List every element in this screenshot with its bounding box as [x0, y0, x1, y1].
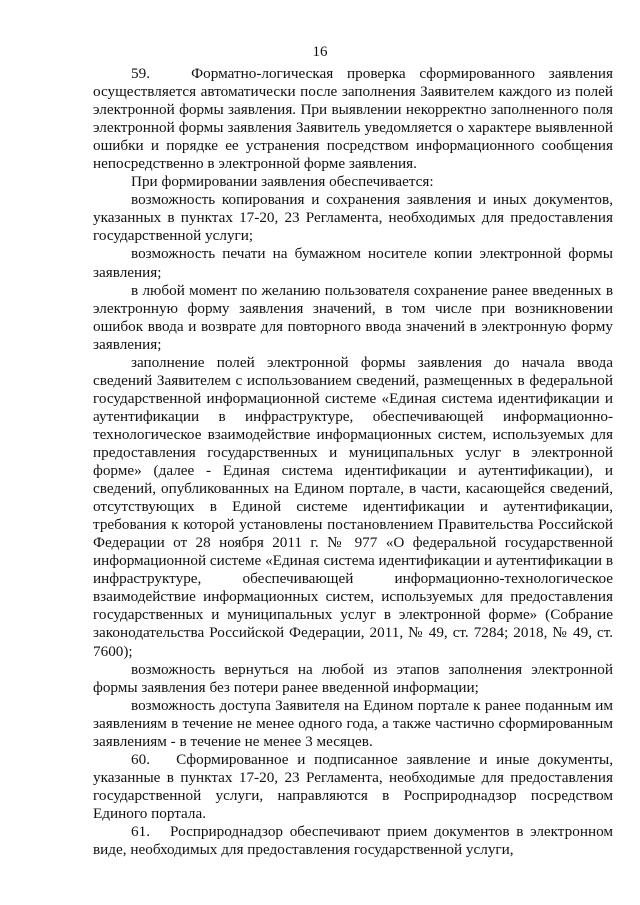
- paragraph-save-values: в любой момент по желанию пользователя сохранение ранее введенных в электронную форму заявления значений, в том числе при возникновении ошибок ввода и возврате для повторного ввода значений в электронную форму заявления;: [93, 281, 613, 353]
- paragraph-access-history: возможность доступа Заявителя на Едином портале к ранее поданным им заявлениям в течение не менее одного года, а также частично сформированным заявлениям - в течение не менее 3 месяцев.: [93, 696, 613, 750]
- page-number: 16: [312, 44, 328, 60]
- paragraph-return-steps: возможность вернуться на любой из этапов заполнения электронной формы заявления без потери ранее введенной информации;: [93, 660, 613, 696]
- paragraph-60: 60. Сформированное и подписанное заявление и иные документы, указанные в пунктах 17-20, 23 Регламента, необходимые для предоставления государственной услуги, направляются в Росприроднадзор посредством Единого портала.: [93, 750, 613, 822]
- paragraph-59: 59. Форматно-логическая проверка сформированного заявления осуществляется автоматически после заполнения Заявителем каждого из полей электронной формы заявления. При выявлении некорректно заполненного поля электронной формы заявления Заявитель уведомляется о характере выявленной ошибки и порядке ее устранения посредством информационного сообщения непосредственно в электронной форме заявления.: [93, 65, 613, 173]
- paragraph-print: возможность печати на бумажном носителе копии электронной формы заявления;: [93, 245, 613, 281]
- document-body: [93, 65, 613, 859]
- paragraph-copy-save: возможность копирования и сохранения заявления и иных документов, указанных в пунктах 17-20, 23 Регламента, необходимых для предоставления государственной услуги;: [93, 191, 613, 245]
- paragraph-61: 61. Росприроднадзор обеспечивают прием документов в электронном виде, необходимых для предоставления государственной услуги,: [93, 822, 613, 859]
- paragraph-form-intro: При формировании заявления обеспечивается:: [131, 173, 434, 191]
- paragraph-autofill: заполнение полей электронной формы заявления до начала ввода сведений Заявителем с использованием сведений, размещенных в федеральной государственной информационной системе «Единая система идентификации и аутентификации в инфраструктуре, обеспечивающей информационно-технологическое взаимодействие информационных систем, используемых для предоставления государственных и муниципальных услуг в электронной форме» (далее - Единая система идентификации и аутентификации), и сведений, опубликованных на Едином портале, в части, касающейся сведений, отсутствующих в Единой системе идентификации и аутентификации, требования к которой установлены постановлением Правительства Российской Федерации от 28 ноября 2011 г. № 977 «О федеральной государственной информационной системе «Единая система идентификации и аутентификации в инфраструктуре, обеспечивающей информационно-технологическое взаимодействие информационных систем, используемых для предоставления государственных и муниципальных услуг в электронной форме» (Собрание законодательства Российской Федерации, 2011, № 49, ст. 7284; 2018, № 49, ст. 7600);: [93, 353, 613, 660]
